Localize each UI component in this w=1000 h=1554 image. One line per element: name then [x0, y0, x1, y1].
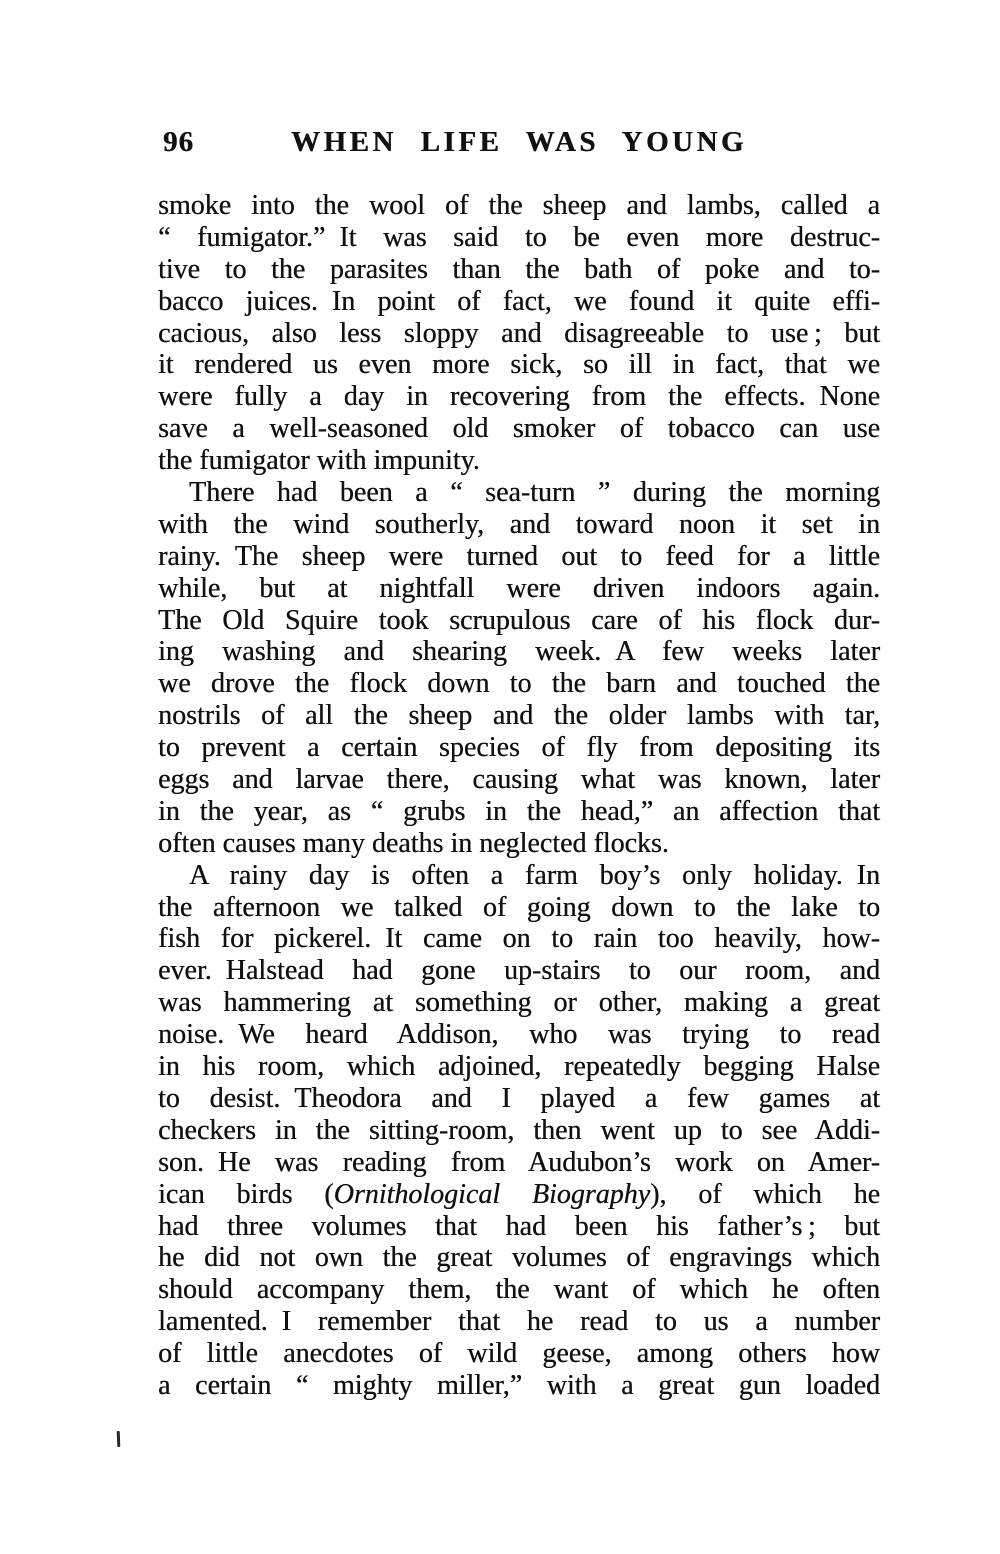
- text-line: were fully a day in recovering from the effects. None: [158, 381, 880, 413]
- text-line: bacco juices. In point of fact, we found it quite effi-: [158, 285, 880, 317]
- text-line: often causes many deaths in neglected flocks.: [158, 827, 669, 859]
- text-line: smoke into the wool of the sheep and lambs, called a: [158, 190, 880, 221]
- text-line: it rendered us even more sick, so ill in fact, that we: [158, 349, 880, 381]
- text-line: son. He was reading from Audubon’s work on Amer-: [158, 1146, 880, 1178]
- text-line: “ fumigator.” It was said to be even more destruc-: [158, 221, 880, 253]
- text-line: a certain “ mighty miller,” with a great gun loaded: [158, 1369, 880, 1401]
- text-line: eggs and larvae there, causing what was known, later: [158, 764, 880, 796]
- text-line: with the wind southerly, and toward noon it set in: [158, 508, 880, 540]
- text-line: the afternoon we talked of going down to the lake to: [158, 891, 880, 923]
- text-line: should accompany them, the want of which he often: [158, 1274, 880, 1306]
- text-line: fish for pickerel. It came on to rain too heavily, how-: [158, 923, 880, 955]
- text-line: was hammering at something or other, making a great: [158, 987, 880, 1019]
- stray-ink-mark: [117, 1431, 121, 1447]
- page-header: [158, 126, 880, 160]
- text-line: had three volumes that had been his father’s ; but: [158, 1210, 880, 1242]
- text-line: lamented. I remember that he read to us a number: [158, 1306, 880, 1338]
- text-line: ing washing and shearing week. A few weeks later: [158, 636, 880, 668]
- running-title: WHEN LIFE WAS YOUNG: [291, 126, 747, 158]
- text-line: we drove the flock down to the barn and touched the: [158, 668, 880, 700]
- text-line: cacious, also less sloppy and disagreeable to use ; but: [158, 317, 880, 349]
- text-line: tive to the parasites than the bath of poke and to-: [158, 253, 880, 285]
- text-line: A rainy day is often a farm boy’s only holiday. In: [189, 859, 880, 891]
- text-line: rainy. The sheep were turned out to feed for a little: [158, 540, 880, 572]
- text-line: of little anecdotes of wild geese, among others how: [158, 1338, 880, 1370]
- text-line: while, but at nightfall were driven indoors again.: [158, 572, 880, 604]
- text-line: in the year, as “ grubs in the head,” an affection that: [158, 795, 880, 827]
- text-line: in his room, which adjoined, repeatedly begging Halse: [158, 1051, 880, 1083]
- text-line: There had been a “ sea-turn ” during the morning: [189, 477, 880, 509]
- page-number: 96: [163, 126, 194, 158]
- text-line: nostrils of all the sheep and the older lambs with tar,: [158, 700, 880, 732]
- text-line: to prevent a certain species of fly from depositing its: [158, 732, 880, 764]
- text-line: save a well-seasoned old smoker of tobacco can use: [158, 413, 880, 445]
- body-text: [158, 190, 880, 1402]
- text-line: ican birds (Ornithological Biography), of which he: [158, 1178, 880, 1210]
- text-line: ever. Halstead had gone up-stairs to our room, and: [158, 955, 880, 987]
- text-line: noise. We heard Addison, who was trying to read: [158, 1019, 880, 1051]
- text-line: the fumigator with impunity.: [158, 445, 480, 477]
- text-line: to desist. Theodora and I played a few games at: [158, 1082, 880, 1114]
- text-line: The Old Squire took scrupulous care of his flock dur-: [158, 604, 880, 636]
- text-line: he did not own the great volumes of engravings which: [158, 1242, 880, 1274]
- text-line: checkers in the sitting-room, then went up to see Addi-: [158, 1114, 880, 1146]
